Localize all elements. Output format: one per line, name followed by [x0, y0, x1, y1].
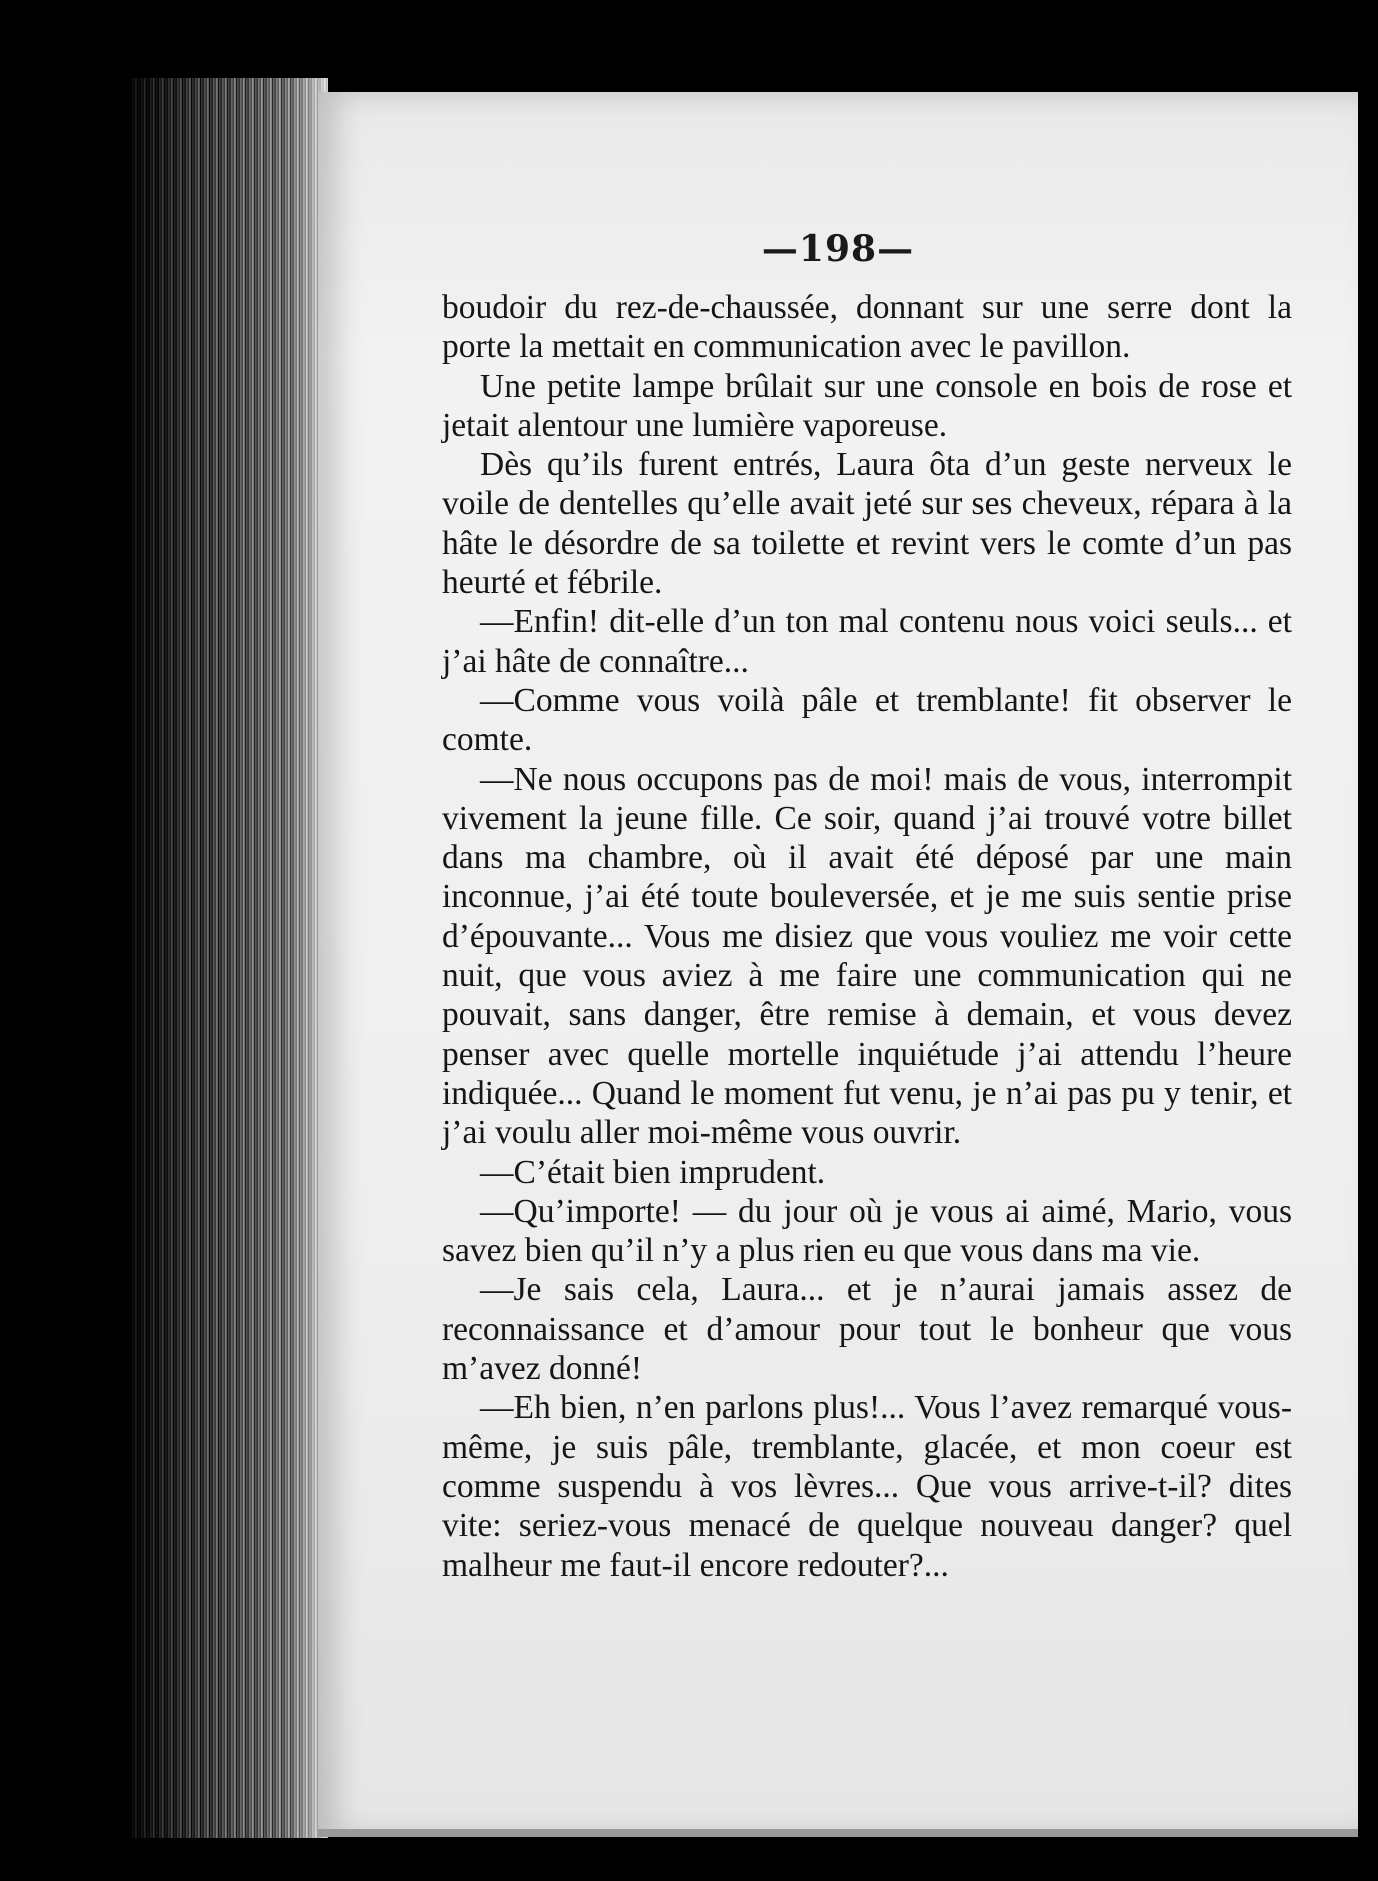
book-page	[318, 92, 1358, 1837]
paragraph: —Qu’importe! — du jour où je vous ai aimé, Mario, vous savez bien qu’il n’y a plus rien eu que vous dans ma vie.	[442, 1192, 1292, 1270]
page-edges-gutter	[128, 78, 328, 1838]
body-text	[442, 288, 1292, 1585]
paragraph: —C’était bien imprudent.	[480, 1153, 826, 1191]
page-number: —198—	[761, 228, 915, 270]
paragraph: —Enfin! dit-elle d’un ton mal contenu nous voici seuls... et j’ai hâte de connaître...	[442, 603, 1292, 680]
page-bottom-edge	[318, 1829, 1358, 1837]
paragraph: —Comme vous voilà pâle et tremblante! fit observer le comte.	[442, 681, 1292, 759]
paragraph: —Je sais cela, Laura... et je n’aurai jamais assez de reconnaissance et d’amour pour tout le bonheur que vous m’avez donné!	[442, 1271, 1292, 1388]
paragraph: Une petite lampe brûlait sur une console en bois de rose et jetait alentour une lumière vaporeuse.	[442, 367, 1292, 444]
paragraph: —Ne nous occupons pas de moi! mais de vous, interrompit vivement la jeune fille. Ce soir, quand j’ai trouvé votre billet dans ma chambre, où il avait été déposé par une main inconnue, j’ai été toute bouleversée, et je me suis sentie prise d’épouvante... Vous me disiez que vous vouliez me voir cette nuit, que vous aviez à me faire une communication qui ne pouvait, sans danger, être remise à demain, et vous devez penser avec quelle mortelle inquiétude j’ai attendu l’heure indiquée... Quand le moment fut venu, je n’ai pas pu y tenir, et j’ai voulu aller moi-même vous ouvrir.	[442, 760, 1292, 1152]
paragraph: —Eh bien, n’en parlons plus!... Vous l’avez remarqué vous-même, je suis pâle, tremblante, glacée, et mon coeur est comme suspendu à vos lèvres... Que vous arrive-t-il? dites vite: seriez-vous menacé de quelque nouveau danger? quel malheur me faut-il encore redouter?...	[442, 1389, 1292, 1584]
paragraph: Dès qu’ils furent entrés, Laura ôta d’un geste nerveux le voile de dentelles qu’elle avait jeté sur ses cheveux, répara à la hâte le désordre de sa toilette et revint vers le comte d’un pas heurté et fébrile.	[442, 446, 1292, 602]
paragraph: boudoir du rez-de-chaussée, donnant sur une serre dont la porte la mettait en communication avec le pavillon.	[442, 289, 1292, 366]
